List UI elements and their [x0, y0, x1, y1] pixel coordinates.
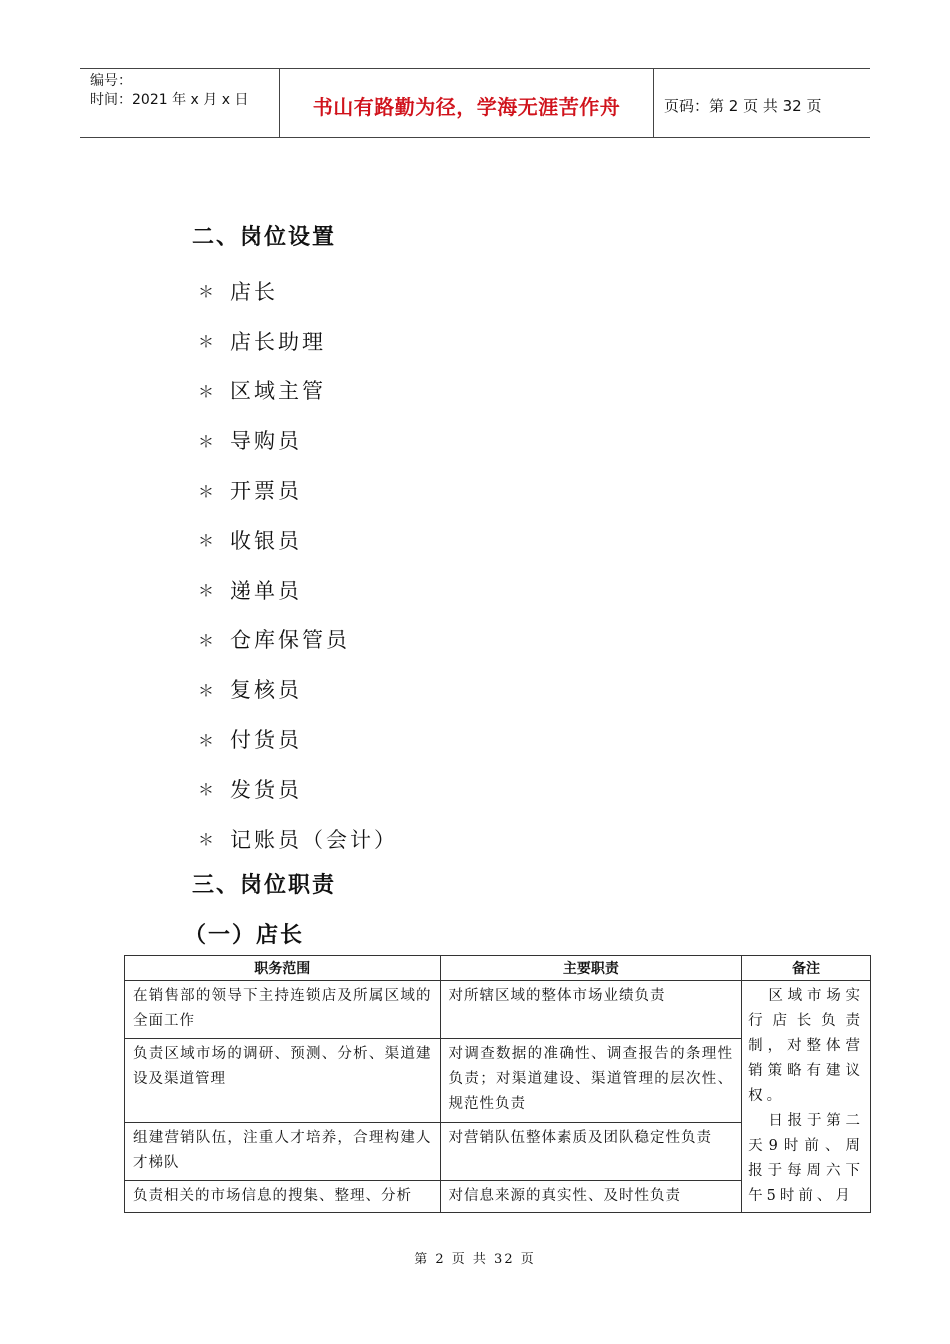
list-item: ＊ 仓库保管员: [198, 628, 350, 653]
note-paragraph: 日报于第二天9时前、周报于每周六下午5时前、月: [748, 1113, 864, 1204]
header-meta: [80, 69, 280, 137]
list-item: ＊ 收银员: [198, 528, 302, 553]
list-item: ＊ 店长: [198, 279, 278, 304]
bullet-icon: ＊: [198, 730, 215, 750]
list-item: ＊ 区域主管: [198, 379, 326, 404]
cell-duty: 对调查数据的准确性、调查报告的条理性负责；对渠道建设、渠道管理的层次性、规范性负责: [440, 1039, 742, 1123]
note-paragraph: 区域市场实行店长负责制，对整体营销策略有建议权。: [748, 988, 864, 1104]
column-header-scope: 职务范围: [125, 956, 441, 981]
bullet-icon: ＊: [198, 780, 215, 800]
bullet-icon: ＊: [198, 282, 215, 302]
section-title-duties: 三、岗位职责: [192, 872, 337, 898]
bullet-icon: ＊: [198, 581, 215, 601]
list-item: ＊ 递单员: [198, 578, 302, 603]
header-date: 时间：2021 年 x 月 x 日: [90, 92, 249, 108]
bullet-icon: ＊: [198, 680, 215, 700]
cell-scope: 在销售部的领导下主持连锁店及所属区域的全面工作: [125, 981, 441, 1039]
list-item: ＊ 发货员: [198, 777, 302, 802]
header-page: 页码：第 2 页 共 32 页: [664, 96, 822, 115]
header-number: 编号：: [90, 73, 132, 89]
page-footer: 第 2 页 共 32 页: [414, 1252, 536, 1267]
section-title-positions: 二、岗位设置: [192, 224, 337, 250]
bullet-icon: ＊: [198, 481, 215, 501]
duty-table: [124, 955, 871, 1213]
bullet-icon: ＊: [198, 630, 215, 650]
bullet-icon: ＊: [198, 332, 215, 352]
list-item: ＊ 付货员: [198, 728, 302, 753]
cell-scope: 负责区域市场的调研、预测、分析、渠道建设及渠道管理: [125, 1039, 441, 1123]
cell-duty: 对信息来源的真实性、及时性负责: [440, 1180, 742, 1212]
list-item: ＊ 店长助理: [198, 329, 326, 354]
bullet-icon: ＊: [198, 531, 215, 551]
cell-duty: 对营销队伍整体素质及团队稳定性负责: [440, 1122, 742, 1180]
cell-duty: 对所辖区域的整体市场业绩负责: [440, 981, 742, 1039]
subsection-title-manager: （一）店长: [184, 922, 305, 948]
list-item: ＊ 导购员: [198, 429, 302, 454]
positions-list: [198, 266, 398, 864]
list-item: ＊ 记账员（会计）: [198, 827, 398, 852]
page-header: [80, 68, 870, 138]
list-item: ＊ 开票员: [198, 479, 302, 504]
cell-note: [742, 981, 871, 1213]
cell-scope: 组建营销队伍，注重人才培养，合理构建人才梯队: [125, 1122, 441, 1180]
cell-scope: 负责相关的市场信息的搜集、整理、分析: [125, 1180, 441, 1212]
table-row: [125, 981, 871, 1039]
header-motto: 书山有路勤为径，学海无涯苦作舟: [280, 69, 654, 137]
table-header-row: [125, 956, 871, 981]
list-item: ＊ 复核员: [198, 678, 302, 703]
bullet-icon: ＊: [198, 830, 215, 850]
bullet-icon: ＊: [198, 381, 215, 401]
column-header-duty: 主要职责: [440, 956, 742, 981]
column-header-note: 备注: [742, 956, 871, 981]
bullet-icon: ＊: [198, 431, 215, 451]
